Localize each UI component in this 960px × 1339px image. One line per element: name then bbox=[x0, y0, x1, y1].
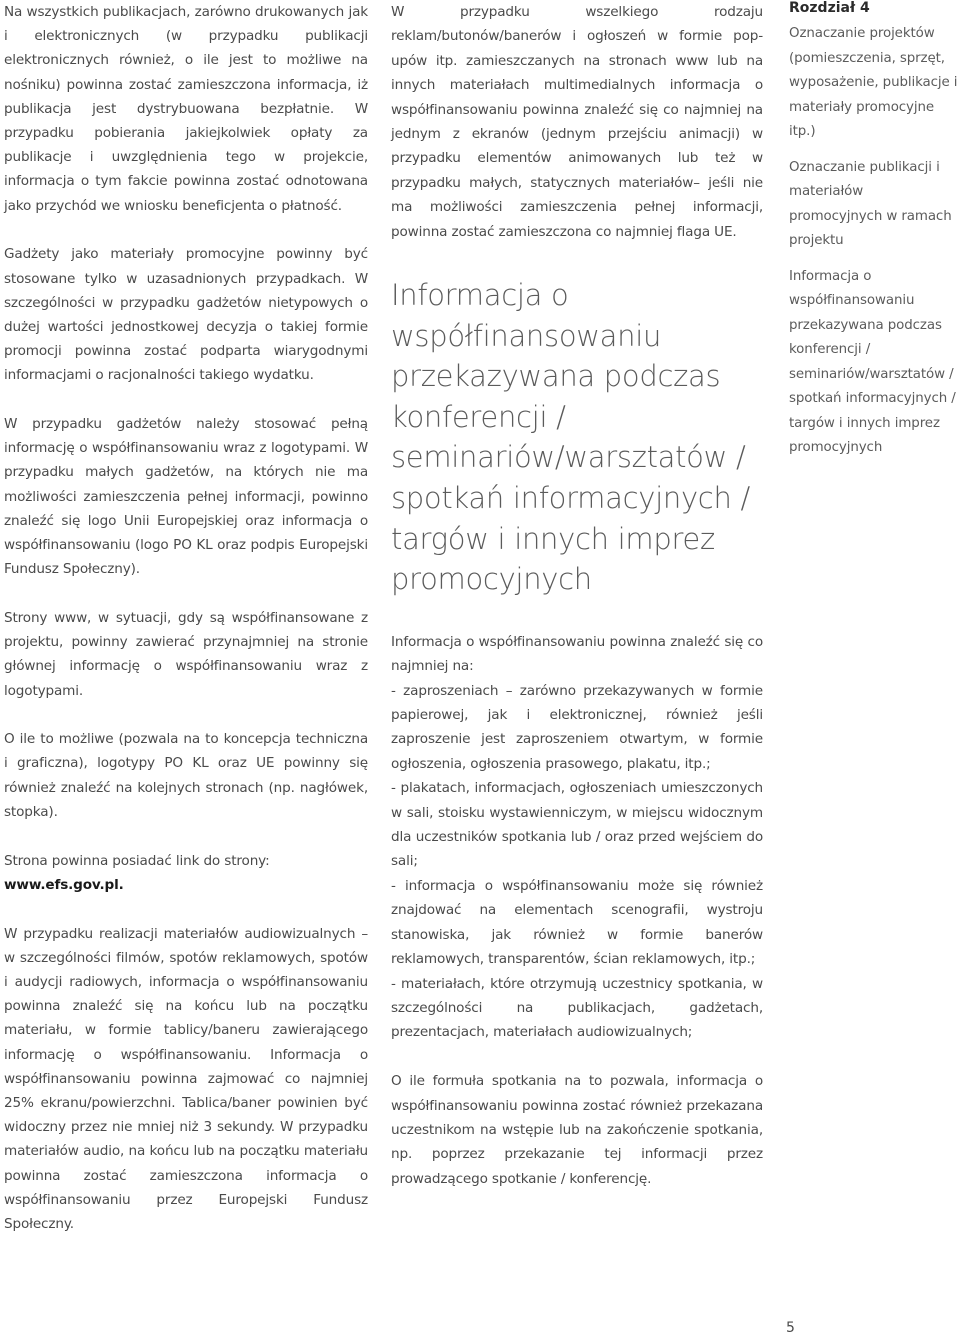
list-item-invitations: - zaproszeniach – zarówno przekazywanych w formie papierowej, jak i elektronicznej, również jeśli zaproszenie jest zaproszeniem otwartym, w formie ogłoszenia, ogłoszenia prasowego, plakatu, itp.; bbox=[391, 682, 763, 772]
paragraph-publications-free: Na wszystkich publikacjach, zarówno drukowanych jak i elektronicznych (w przypadku publikacji elektronicznych również, o ile jest to możliwe na nośniku) powinna zostać zamieszczona informacja, iż publikacja jest dystrybuowana bezpłatnie. W przypadku pobierania jakiejkolwiek opłaty za publikacje i uwzględnienia tego w projekcie, informacja o tym fakcie powinna zostać odnotowana jako przychód we wniosku beneficjenta o płatność. bbox=[4, 4, 368, 214]
paragraph-link-required: Strona powinna posiadać link do strony: bbox=[4, 852, 270, 869]
chapter-title: Rozdział 4 bbox=[789, 0, 870, 16]
page-number: 5 bbox=[786, 1320, 795, 1336]
efs-link[interactable]: www.efs.gov.pl. bbox=[4, 876, 124, 893]
middle-column bbox=[391, 0, 763, 1191]
paragraph-cofinancing-intro: Informacja o współfinansowaniu powinna znaleźć się co najmniej na: bbox=[391, 633, 763, 675]
paragraph-banners-popups: W przypadku wszelkiego rodzaju reklam/butonów/banerów i ogłoszeń w formie pop-upów itp. zamieszczanych na stronach www lub na innych materiałach multimedialnych informacja o współfinansowaniu powinna znaleźć się co najmniej na jednym z ekranów (jednym przejściu animacji) w przypadku elementów animowanych lub też w przypadku małych, statycznych materiałów– jeśli nie ma możliwości zamieszczenia pełnej informacji, powinna zostać zamieszczona co najmniej flaga UE. bbox=[391, 4, 763, 240]
left-column bbox=[4, 0, 368, 1236]
sidebar-entry-conferences-info[interactable]: Informacja o współfinansowaniu przekazywana podczas konferencji / seminariów/warsztatów / spotkań informacyjnych / targów i innych imprez promocyjnych bbox=[789, 268, 956, 455]
paragraph-gadgets-logos: W przypadku gadżetów należy stosować pełną informację o współfinansowaniu wraz z logotypami. W przypadku małych gadżetów, na których nie ma możliwości zamieszczenia pełnej informacji, powinno znaleźć się logo Unii Europejskiej oraz informacja o współfinansowaniu (logo PO KL oraz podpis Europejski Fundusz Społeczny). bbox=[4, 416, 368, 578]
list-item-materials: - materiałach, które otrzymują uczestnicy spotkania, w szczególności na publikacjach, gadżetach, prezentacjach, materiałach audiowizualnych; bbox=[391, 975, 763, 1041]
paragraph-meeting-formula: O ile formuła spotkania na to pozwala, informacja o współfinansowaniu powinna zostać również przekazana uczestnikom na wstępie lub na zakończenie spotkania, np. poprzez przekazanie tej informacji przez prowadzącego spotkanie / konferencję. bbox=[391, 1073, 763, 1187]
paragraph-logos-subpages: O ile to możliwe (pozwala na to koncepcja techniczna i graficzna), logotypy PO KL oraz UE powinny się również znaleźć na kolejnych stronach (np. nagłówek, stopka). bbox=[4, 731, 368, 820]
section-heading: Informacja o współfinansowaniu przekazywana podczas konferencji / seminariów/warsztatów / spotkań informacyjnych / targów i innych imprez promocyjnych bbox=[391, 278, 750, 597]
paragraph-websites: Strony www, w sytuacji, gdy są współfinansowane z projektu, powinny zawierać przynajmniej na stronie głównej informację o współfinansowaniu wraz z logotypami. bbox=[4, 609, 368, 699]
paragraph-audiovisual: W przypadku realizacji materiałów audiowizualnych – w szczególności filmów, spotów reklamowych, spotów i audycji radiowych, informacja o współfinansowaniu powinna znaleźć się na końcu lub na początku materiału, w formie tablicy/baneru zawierającego informację o współfinansowaniu. Informacja o współfinansowaniu powinna zajmować co najmniej 25% ekranu/powierzchni. Tablica/baner powinien być widoczny przez nie mniej niż 3 sekundy. W przypadku materiałów audio, na końcu lub na początku materiału powinna zostać zamieszczona informacja o współfinansowaniu przez Europejski Fundusz Społeczny. bbox=[4, 925, 368, 1232]
sidebar-entry-publications-marking[interactable]: Oznaczanie publikacji i materiałów promocyjnych w ramach projektu bbox=[789, 159, 952, 248]
list-item-scenography: - informacja o współfinansowaniu może się również znajdować na elementach scenografii, wystroju stanowiska, jak również w formie banerów reklamowych, transparentów, ścian reklamowych, itp.; bbox=[391, 877, 763, 968]
sidebar-entry-project-marking[interactable]: Oznaczanie projektów (pomieszczenia, sprzęt, wyposażenie, publikacje i materiały promocyjne itp.) bbox=[789, 26, 958, 139]
chapter-sidebar bbox=[789, 0, 960, 461]
list-item-posters: - plakatach, informacjach, ogłoszeniach umieszczonych w sali, stoisku wystawienniczym, w miejscu widocznym dla uczestników spotkania lub / oraz przed wejściem do sali; bbox=[391, 780, 763, 870]
paragraph-gadgets-justified: Gadżety jako materiały promocyjne powinny być stosowane tylko w uzasadnionych przypadkach. W szczególności w przypadku gadżetów nietypowych o dużej wartości jednostkowej decyzja o takiej formie promocji powinna zostać podparta wiarygodnymi informacjami o racjonalności takiego wydatku. bbox=[4, 246, 368, 384]
